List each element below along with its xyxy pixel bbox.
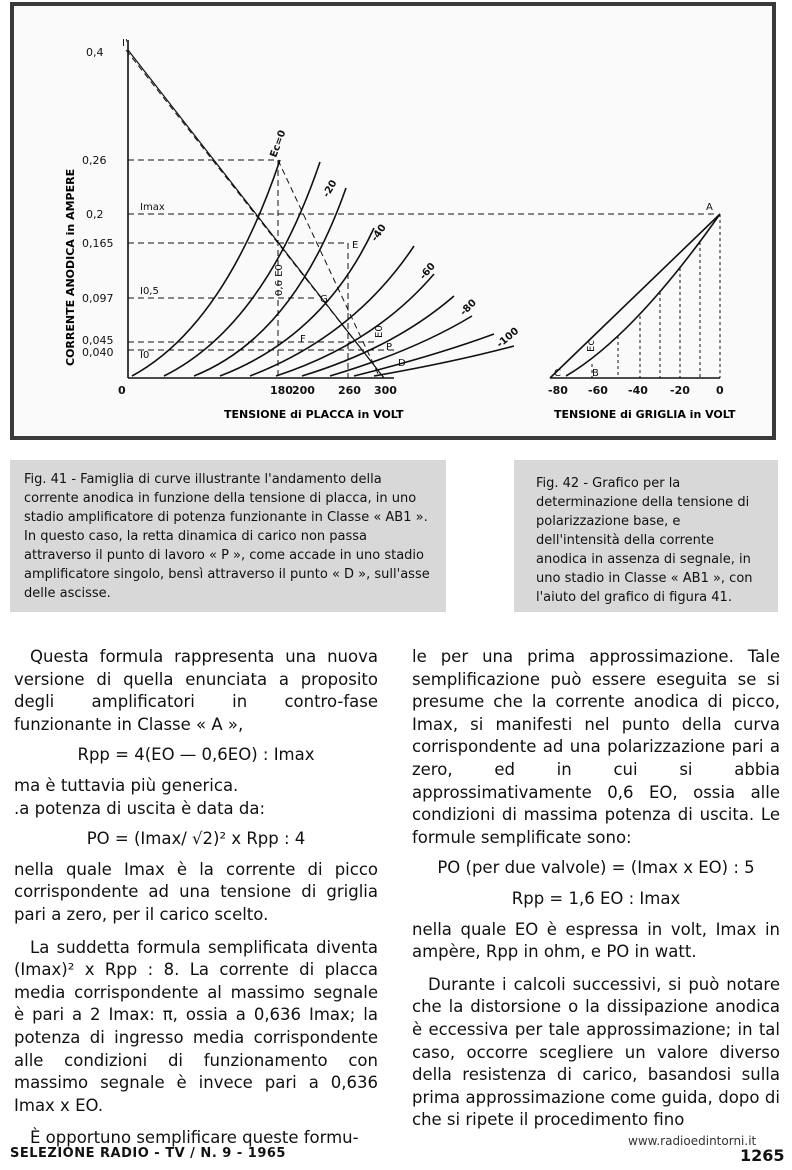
left-p4: La suddetta formula semplificata diventa (Imax)² x Rpp : 8. La corrente di placca media corrispondente al massimo segnale è pari a 2 Imax: π, ossia a 0,636 Imax; la potenza di ingresso media corrispondente alle condizioni di funzionamento con massimo segnale è invece pari a 0,636 Imax x EO. [14,937,378,1115]
xtick-4: 300 [374,384,397,397]
point-label-e0: E0 [374,325,385,338]
f42-tick-4: 0 [716,384,724,397]
point-label-g: G [320,294,328,305]
figure-box [10,2,776,440]
right-p2: nella quale EO è espressa in volt, Imax in ampère, Rpp in ohm, e PO in watt. [412,919,780,962]
curve-label-2: -40 [369,222,389,244]
ytick-2: 0,2 [86,208,104,221]
curve-label-1: -20 [321,178,340,200]
left-p3: nella quale Imax è la corrente di picco corrispondente ad una tensione di griglia pari a zero, per il carico scelto. [14,859,378,924]
caption-fig42 [514,460,778,612]
fig41-xlabel: TENSIONE di PLACCA in VOLT [224,408,404,421]
caption-fig41 [10,460,446,612]
left-p2b: .a potenza di uscita è data da: [14,798,266,818]
point-label-p: P [386,342,393,353]
fig42-xlabel: TENSIONE di GRIGLIA in VOLT [554,408,736,421]
left-p1: Questa formula rappresenta una nuova versione di quella enunciata a proposito degli amplificatori in contro-fase funzionante in Classe « A », [14,647,378,734]
ytick-4: 0,097 [82,292,114,305]
fig42-axes [550,214,720,378]
footer-journal: SELEZIONE RADIO - TV / N. 9 - 1965 [10,1146,286,1161]
curve-label-5: -100 [494,325,522,351]
load-line [128,50,384,378]
ytick-5: 0,045 [82,334,114,347]
f42-tick-0: -80 [548,384,568,397]
ytick-3: 0,165 [82,237,114,250]
figure-svg [14,6,772,436]
ytick-1: 0,26 [82,154,107,167]
left-column [14,646,378,1150]
f42-tick-3: -20 [670,384,690,397]
left-formula2: PO = (Imax/ √2)² x Rpp : 4 [86,829,306,849]
ytick-6: 0,040 [82,346,114,359]
page-number: 1265 [740,1146,785,1165]
xtick-2: 200 [292,384,315,397]
curve-label-0: Ec=0 [268,128,289,160]
right-formula2: Rpp = 1,6 EO : Imax [511,888,681,908]
point-label-i05: I0,5 [140,286,159,297]
left-p5: È opportuno semplificare queste formu- [30,1128,359,1148]
left-formula1: Rpp = 4(EO — 0,6EO) : Imax [77,745,315,765]
point-label-iprime: I' [122,38,128,49]
point-label-f: F [300,334,306,345]
f42-point-c: C [554,368,561,379]
right-p1: le per una prima approssimazione. Tale semplificazione può essere eseguita se si presume che la corrente anodica di picco, Imax, si manifesti nel punto della curva corrispondente ad una polarizzazione pari a zero, ed in cui si abbia approssimativamente 0,6 EO, ossia alle condizioni di massima potenza di uscita. Le formule semplificate sono: [412,647,780,847]
point-label-e: E [352,240,359,251]
point-label-06e0: 0,6 E0 [274,264,285,296]
point-label-d: D [398,358,406,369]
f42-point-ec: Ec [586,340,597,352]
curve-label-4: -80 [458,297,479,319]
left-p2a: ma è tuttavia più generica. [14,775,239,795]
caption-fig41-text: Fig. 41 - Famiglia di curve illustrante l'andamento della corrente anodica in funzione della tensione di placca, in uno stadio amplificatore di potenza funzionante in Classe « AB1 ». In questo caso, la retta dinamica di carico non passa attraverso il punto di lavoro « P », come accade in uno stadio amplificatore singolo, bensì attraverso il punto « D », sull'asse delle ascisse. [24,472,430,601]
point-label-i0: I0 [140,350,150,361]
caption-fig42-text: Fig. 42 - Grafico per la determinazione della tensione di polarizzazione base, e dell'intensità della corrente anodica in assenza di segnale, in uno stadio in Classe « AB1 », con l'aiuto del grafico di figura 41. [536,476,753,605]
right-column [412,646,780,1132]
watermark: www.radioedintorni.it [628,1134,757,1148]
fig41-ylabel: CORRENTE ANODICA in AMPERE [64,168,77,366]
right-formula1: PO (per due valvole) = (Imax x EO) : 5 [437,858,755,878]
f42-point-a: A [706,202,713,213]
f42-tick-1: -60 [588,384,608,397]
f42-tick-2: -40 [628,384,648,397]
xtick-0: 0 [118,384,126,397]
xtick-1: 180 [270,384,293,397]
right-p3: Durante i calcoli successivi, si può notare che la distorsione o la dissipazione anodica è eccessiva per tale approssimazione; in tal caso, occorre scegliere un valore diverso della resistenza di carico, basandosi sulla prima approssimazione come guida, dopo di che si ripete il procedimento fino [412,974,780,1130]
curve-label-3: -60 [417,261,438,282]
f42-point-b: B [592,368,599,379]
ytick-0: 0,4 [86,46,104,59]
point-label-imax: Imax [140,202,165,213]
xtick-3: 260 [338,384,361,397]
